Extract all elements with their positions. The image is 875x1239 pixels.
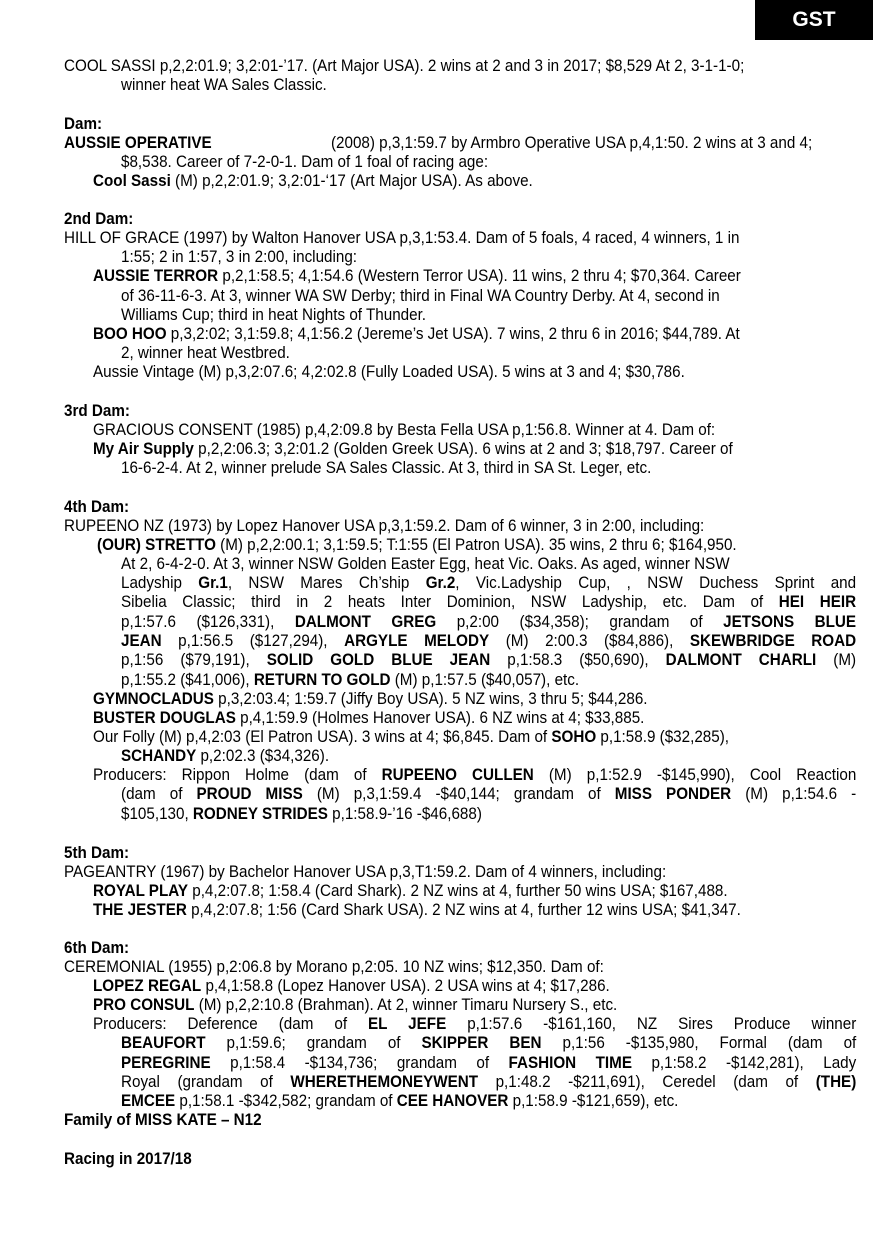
stretto-entry	[97, 536, 737, 555]
horse-name: LOPEZ REGAL	[93, 977, 202, 995]
horse-name: (OUR) STRETTO	[97, 536, 216, 554]
dam-entry	[64, 134, 812, 153]
horse-details: p,4,2:07.8; 1:56 (Card Shark USA). 2 NZ wins at 4, further 12 wins USA; $41,347.	[191, 901, 741, 919]
horse-details: p,2:02.3 ($34,326).	[200, 747, 330, 765]
horse-name: SCHANDY	[121, 747, 197, 765]
horse-name: MISS PONDER	[614, 785, 732, 804]
horse-name: RODNEY STRIDES	[192, 804, 328, 823]
horse-name: PROUD MISS	[196, 785, 303, 804]
family-note: Family of MISS KATE – N12	[64, 1111, 262, 1129]
horse-details: (M) p,2,2:00.1; 3,1:59.5; T:1:55 (El Patron USA). 35 wins, 2 thru 6; $164,950.	[220, 536, 737, 554]
third-dam-entry: GRACIOUS CONSENT (1985) p,4,2:09.8 by Besta Fella USA p,1:56.8. Winner at 4. Dam of:	[93, 421, 716, 439]
fourth-dam-entry: RUPEENO NZ (1973) by Lopez Hanover USA p,3,1:59.2. Dam of 6 winner, 3 in 2:00, including:	[64, 517, 705, 535]
horse-name: SOLID GOLD BLUE JEAN	[266, 651, 491, 670]
text-segment: , Vic.Ladyship Cup, , NSW Duchess Sprint and	[455, 574, 857, 592]
horse-name: FASHION TIME	[508, 1053, 632, 1072]
dam-entry-cont: $8,538. Career of 7-2-0-1. Dam of 1 foal of racing age:	[121, 153, 489, 171]
fifth-dam-entry: PAGEANTRY (1967) by Bachelor Hanover USA p,3,T1:59.2. Dam of 4 winners, including:	[64, 863, 667, 881]
text-line	[121, 1092, 678, 1111]
horse-name: BEAUFORT	[121, 1034, 206, 1053]
text-line	[121, 785, 856, 804]
text-segment: p,1:59.6; grandam of	[205, 1034, 422, 1053]
text-segment: Royal (grandam of	[121, 1072, 291, 1091]
horse-name: PRO CONSUL	[93, 996, 195, 1014]
boo-hoo-entry	[93, 325, 740, 344]
text-line	[93, 766, 856, 785]
text-segment: (M) p,1:54.6 -	[731, 785, 857, 804]
text-segment: p,1:58.3 ($50,690),	[490, 651, 666, 670]
horse-name: CEE HANOVER	[396, 1092, 509, 1111]
text-line	[121, 651, 856, 670]
horse-name: PEREGRINE	[121, 1053, 211, 1072]
dam-details: (2008) p,3,1:59.7 by Armbro Operative USA p,4,1:50. 2 wins at 3 and 4;	[330, 134, 813, 152]
royal-play-entry	[93, 882, 728, 901]
text-segment: p,1:58.9 -$121,659), etc.	[508, 1092, 679, 1111]
section-badge: GST	[755, 0, 873, 40]
horse-name: BOO HOO	[93, 325, 167, 343]
horse-name: SKEWBRIDGE ROAD	[689, 631, 857, 650]
text-line	[121, 671, 579, 690]
horse-name: SKIPPER BEN	[421, 1034, 542, 1053]
horse-details: (M) p,2,2:10.8 (Brahman). At 2, winner Timaru Nursery S., etc.	[198, 996, 618, 1014]
dam-heading: Dam:	[64, 115, 103, 133]
text-segment: p,1:56 -$135,980, Formal (dam of	[541, 1034, 857, 1053]
sixth-dam-entry: CEREMONIAL (1955) p,2:06.8 by Morano p,2:05. 10 NZ wins; $12,350. Dam of:	[64, 958, 604, 976]
horse-name: AUSSIE TERROR	[93, 267, 219, 285]
horse-name: RETURN TO GOLD	[253, 670, 391, 689]
text-line	[121, 613, 856, 632]
text-segment: , NSW Mares Ch’ship	[227, 574, 426, 592]
horse-name: EMCEE	[121, 1092, 176, 1111]
aussie-terror-cont: Williams Cup; third in heat Nights of Thunder.	[121, 306, 427, 324]
horse-name: SOHO	[551, 728, 597, 746]
horse-name: GYMNOCLADUS	[93, 690, 214, 708]
text-segment: Producers: Rippon Holme (dam of	[93, 766, 382, 784]
dam-foal	[93, 172, 533, 191]
text-segment: p,1:58.2 -$142,281), Lady	[631, 1053, 857, 1072]
text-segment: p,1:55.2 ($41,006),	[121, 670, 254, 689]
text-segment: p,1:57.6 -$161,160, NZ Sires Produce winner	[446, 1015, 857, 1033]
text-line	[121, 632, 856, 651]
stretto-cont: At 2, 6-4-2-0. At 3, winner NSW Golden Easter Egg, heat Vic. Oaks. As aged, winner NSW	[121, 555, 730, 573]
text-line	[121, 1034, 856, 1053]
our-folly-cont	[121, 747, 329, 766]
text-segment: p,1:56.5 ($127,294),	[161, 631, 345, 650]
buster-douglas-entry	[93, 709, 644, 728]
horse-name: RUPEENO CULLEN	[381, 766, 534, 784]
text-segment: (dam of	[121, 785, 197, 804]
text-segment: (M)	[816, 651, 857, 670]
fifth-dam-heading: 5th Dam:	[64, 844, 130, 862]
text-segment: p,2:00 ($34,358); grandam of	[436, 612, 724, 631]
pro-consul-entry	[93, 996, 617, 1015]
horse-name: Gr.1	[198, 574, 228, 592]
my-air-supply-cont: 16-6-2-4. At 2, winner prelude SA Sales Classic. At 3, third in SA St. Leger, etc.	[121, 459, 652, 477]
horse-name: DALMONT CHARLI	[665, 651, 817, 670]
our-folly-entry	[93, 728, 729, 747]
text-segment: (M) p,3,1:59.4 -$40,144; grandam of	[302, 785, 615, 804]
gymnocladus-entry	[93, 690, 648, 709]
horse-details: p,2,1:58.5; 4,1:54.6 (Western Terror USA). 11 wins, 2 thru 4; $70,364. Career	[222, 267, 741, 285]
horse-name: ROYAL PLAY	[93, 882, 188, 900]
text-line	[121, 805, 482, 824]
text-line	[121, 593, 856, 612]
dam-name: AUSSIE OPERATIVE	[64, 134, 212, 152]
horse-name: HEI HEIR	[778, 593, 857, 612]
text-segment: Sibelia Classic; third in 2 heats Inter Dominion, NSW Ladyship, etc. Dam of	[121, 593, 779, 612]
horse-details: p,3,2:03.4; 1:59.7 (Jiffy Boy USA). 5 NZ wins, 3 thru 5; $44,286.	[218, 690, 648, 708]
text-segment: p,1:58.1 -$342,582; grandam of	[175, 1092, 397, 1111]
horse-details: p,3,2:02; 3,1:59.8; 4,1:56.2 (Jereme’s Jet USA). 7 wins, 2 thru 6 in 2016; $44,789. At	[170, 325, 740, 343]
text-segment: Ladyship	[121, 574, 199, 592]
second-dam-entry-cont: 1:55; 2 in 1:57, 3 in 2:00, including:	[121, 248, 358, 266]
third-dam-heading: 3rd Dam:	[64, 402, 130, 420]
text-segment: (M) p,1:57.5 ($40,057), etc.	[390, 670, 580, 689]
text-segment: p,1:48.2 -$211,691), Ceredel (dam of	[478, 1072, 816, 1091]
text-segment: Producers: Deference (dam of	[93, 1015, 369, 1033]
text-line	[121, 574, 856, 593]
aussie-terror-cont: of 36-11-6-3. At 3, winner WA SW Derby; third in Final WA Country Derby. At 4, second in	[121, 287, 720, 305]
second-dam-heading: 2nd Dam:	[64, 210, 134, 228]
text-segment: p,1:58.4 -$134,736; grandam of	[210, 1053, 509, 1072]
text-line	[121, 1054, 856, 1073]
aussie-vintage-entry: Aussie Vintage (M) p,3,2:07.6; 4,2:02.8 (Fully Loaded USA). 5 wins at 3 and 4; $30,786.	[93, 363, 685, 381]
fourth-dam-heading: 4th Dam:	[64, 498, 130, 516]
horse-name: THE JESTER	[93, 901, 187, 919]
horse-name: Gr.2	[425, 574, 456, 592]
horse-name: EL JEFE	[368, 1015, 447, 1033]
text-segment: p,1:57.6 ($126,331),	[121, 612, 295, 631]
text-segment: (M) p,1:52.9 -$145,990), Cool Reaction	[533, 766, 857, 784]
horse-details: p,2,2:06.3; 3,2:01.2 (Golden Greek USA). 6 wins at 2 and 3; $18,797. Career of	[198, 440, 733, 458]
horse-summary: COOL SASSI p,2,2:01.9; 3,2:01-’17. (Art Major USA). 2 wins at 2 and 3 in 2017; $8,529 At 2, 3-1-1-0;	[64, 57, 745, 75]
text-segment: p,1:58.9-’16 -$46,688)	[327, 804, 482, 823]
my-air-supply-entry	[93, 440, 733, 459]
sixth-dam-heading: 6th Dam:	[64, 939, 130, 957]
aussie-terror-entry	[93, 267, 741, 286]
lopez-regal-entry	[93, 977, 610, 996]
horse-name: JETSONS BLUE	[723, 612, 857, 631]
horse-summary-cont: winner heat WA Sales Classic.	[121, 76, 327, 94]
boo-hoo-cont: 2, winner heat Westbred.	[121, 344, 290, 362]
horse-details: p,4,1:59.9 (Holmes Hanover USA). 6 NZ wins at 4; $33,885.	[240, 709, 645, 727]
horse-details: Our Folly (M) p,4,2:03 (El Patron USA). 3 wins at 4; $6,845. Dam of	[93, 728, 548, 746]
foal-name: Cool Sassi	[93, 172, 171, 190]
horse-name: My Air Supply	[93, 440, 194, 458]
the-jester-entry	[93, 901, 741, 920]
text-segment: $105,130,	[121, 804, 193, 823]
horse-name: DALMONT GREG	[294, 612, 437, 631]
horse-details: p,1:58.9 ($32,285),	[600, 728, 729, 746]
horse-name: (THE)	[815, 1072, 857, 1091]
horse-name: JEAN	[121, 631, 162, 650]
text-line	[121, 1073, 856, 1092]
horse-details: p,4,2:07.8; 1:58.4 (Card Shark). 2 NZ wins at 4, further 50 wins USA; $167,488.	[192, 882, 728, 900]
text-segment: (M) 2:00.3 ($84,886),	[489, 631, 690, 650]
foal-details: (M) p,2,2:01.9; 3,2:01-‘17 (Art Major USA). As above.	[175, 172, 533, 190]
second-dam-entry: HILL OF GRACE (1997) by Walton Hanover USA p,3,1:53.4. Dam of 5 foals, 4 raced, 4 winners, 1 in	[64, 229, 740, 247]
horse-details: p,4,1:58.8 (Lopez Hanover USA). 2 USA wins at 4; $17,286.	[205, 977, 610, 995]
text-line	[93, 1015, 856, 1034]
text-segment: p,1:56 ($79,191),	[121, 651, 267, 670]
horse-name: BUSTER DOUGLAS	[93, 709, 236, 727]
racing-heading: Racing in 2017/18	[64, 1150, 192, 1168]
horse-name: WHERETHEMONEYWENT	[290, 1072, 479, 1091]
horse-name: ARGYLE MELODY	[344, 631, 490, 650]
